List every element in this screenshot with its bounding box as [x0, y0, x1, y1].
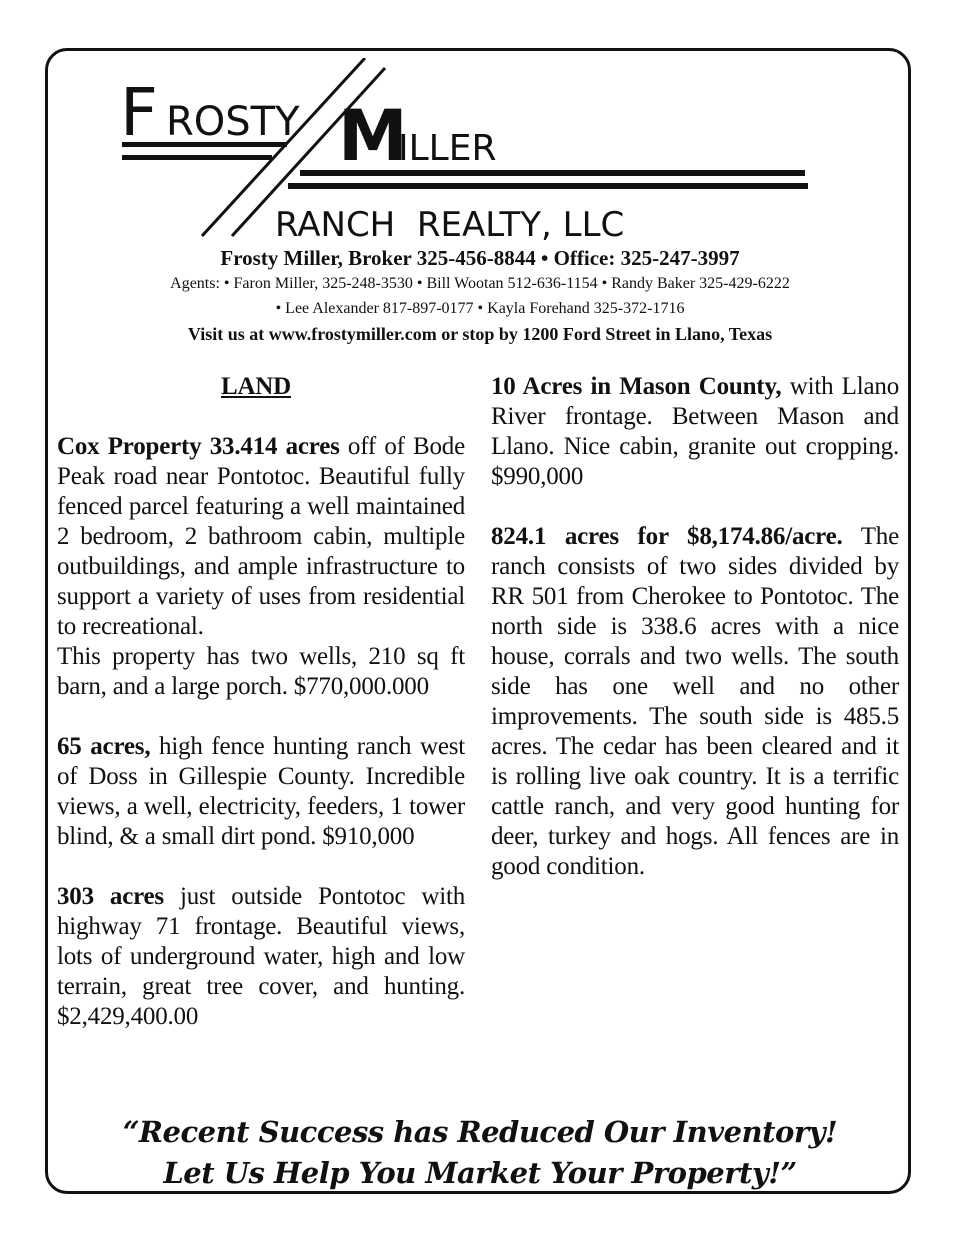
- left-column: [57, 372, 465, 1062]
- listing-title: 10 Acres in Mason County,: [491, 373, 782, 400]
- listing-text: with Llano River frontage. Between Mason and Llano. Nice cabin, granite out cropping. $990,000: [491, 373, 899, 490]
- listing-text: just outside Pontotoc with highway 71 frontage. Beautiful views, lots of underground water, high and low terrain, great tree cover, and hunting. $2,429,400.00: [57, 883, 465, 1030]
- agents-line-1: Agents: • Faron Miller, 325-248-3530 • Bill Wootan 512-636-1154 • Randy Baker 325-429-6222: [170, 275, 790, 292]
- right-column: [491, 372, 899, 912]
- logo-frosty-initial: F: [120, 74, 158, 151]
- logo-miller-text: ILLER: [398, 128, 497, 169]
- agents-line-2: • Lee Alexander 817-897-0177 • Kayla Forehand 325-372-1716: [275, 300, 685, 317]
- listing-303-acres: [57, 882, 465, 1032]
- listing-title: 65 acres,: [57, 733, 151, 760]
- logo-tagline: RANCH REALTY, LLC: [275, 205, 625, 245]
- listing-824-acres: [491, 522, 899, 882]
- listing-10-acres-mason: [491, 372, 899, 492]
- land-heading: LAND: [220, 373, 292, 400]
- broker-line: Frosty Miller, Broker 325-456-8844 • Office: 325-247-3997: [220, 246, 740, 270]
- listing-cox-property: [57, 432, 465, 642]
- listing-title: 303 acres: [57, 883, 164, 910]
- visit-line: Visit us at www.frostymiller.com or stop by 1200 Ford Street in Llano, Texas: [187, 324, 773, 344]
- listing-cox-property-extra: This property has two wells, 210 sq ft barn, and a large porch. $770,000.000: [57, 643, 465, 700]
- listing-text: high fence hunting ranch west of Doss in Gillespie County. Incredible views, a well, electricity, feeders, 1 tower blind, & a small dirt pond. $910,000: [57, 733, 465, 850]
- slogan-line-2: Let Us Help You Market Your Property!”: [163, 1156, 797, 1190]
- company-logo: [110, 58, 830, 248]
- slogan-line-1: “Recent Success has Reduced Our Inventory!: [122, 1115, 838, 1149]
- logo-miller-initial: M: [338, 95, 408, 177]
- listing-text: The ranch consists of two sides divided by RR 501 from Cherokee to Pontotoc. The north side is 338.6 acres with a nice house, corrals and two wells. The south side has one well and no other improvements. The south side is 485.5 acres. The cedar has been cleared and it is rolling live oak country. It is a terrific cattle ranch, and very good hunting for deer, turkey and hogs. All fences are in good condition.: [491, 523, 899, 880]
- listing-title: Cox Property 33.414 acres: [57, 433, 340, 460]
- logo-frosty-text: ROSTY: [166, 99, 300, 145]
- listing-65-acres: [57, 732, 465, 852]
- listing-text: off of Bode Peak road near Pontotoc. Beautiful fully fenced parcel featuring a well maintained 2 bedroom, 2 bathroom cabin, multiple outbuildings, and ample infrastructure to support a variety of uses from residential to recreational.: [57, 433, 465, 640]
- listing-title: 824.1 acres for $8,174.86/acre.: [491, 523, 843, 550]
